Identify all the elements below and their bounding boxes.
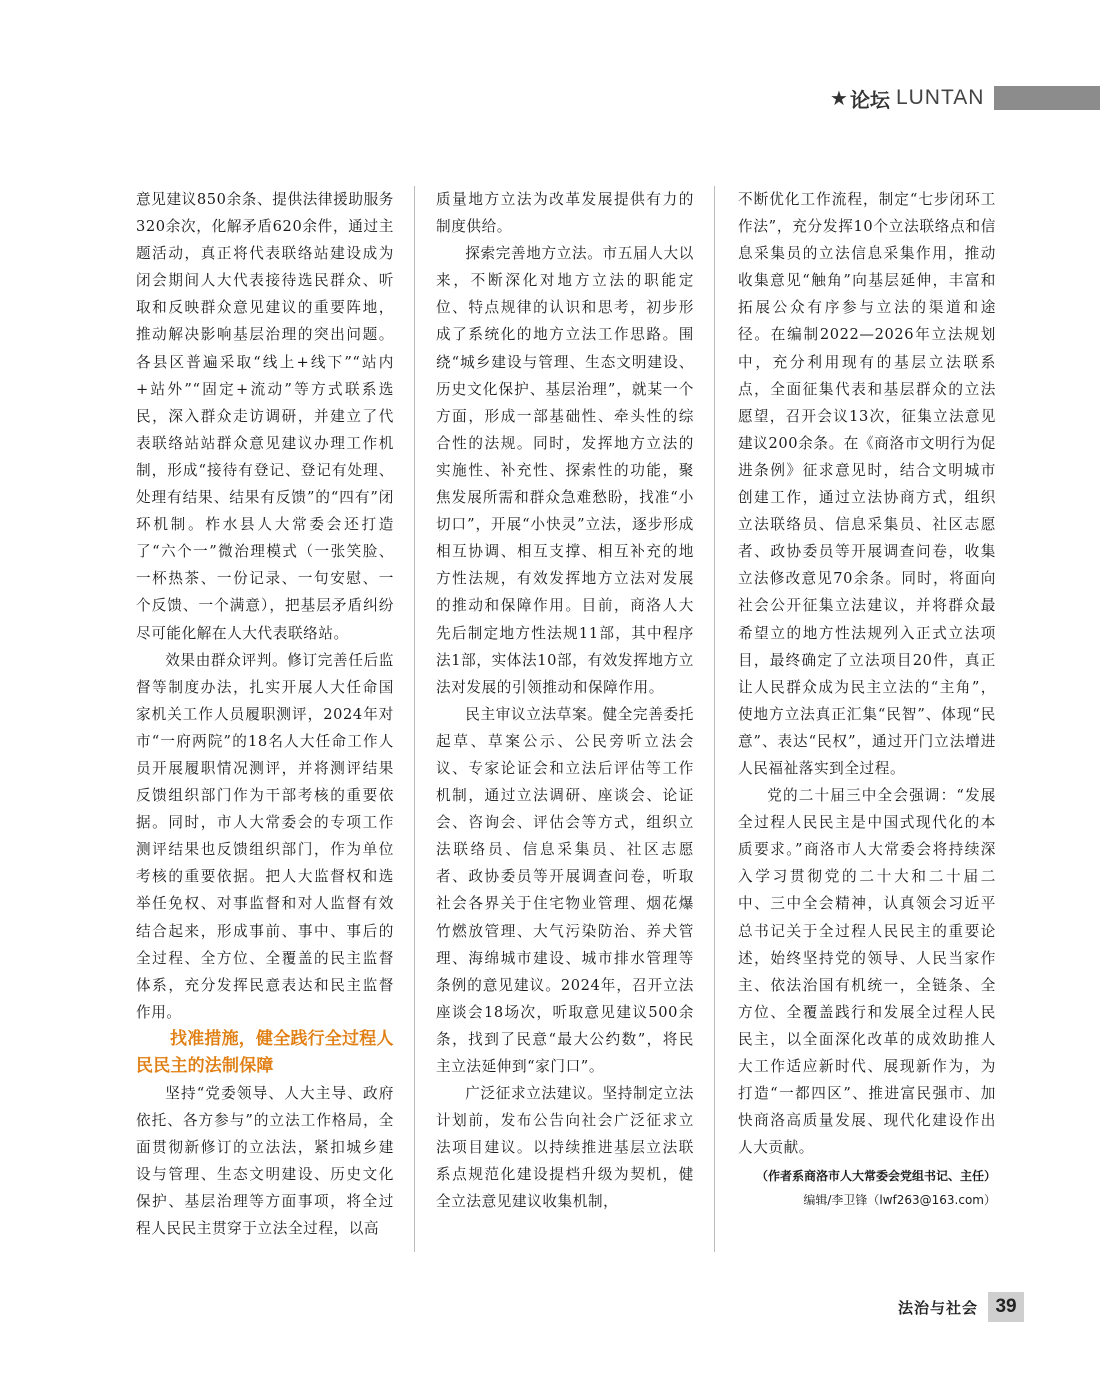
star-icon: ★ xyxy=(830,86,848,110)
page-footer xyxy=(898,1292,1024,1322)
paragraph: 意见建议850余条、提供法律援助服务320余次，化解矛盾620余件，通过主题活动，真正将代表联络站建设成为闭会期间人大代表接待选民群众、听取和反映群众意见建议的重要阵地，推动解决影响基层治理的突出问题。各县区普遍采取“线上+线下”“站内+站外”“固定+流动”等方式联系选民，深入群众走访调研，并建立了代表联络站站群众意见建议办理工作机制，形成“接待有登记、登记有处理、处理有结果、结果有反馈”的“四有”闭环机制。柞水县人大常委会还打造了“六个一”微治理模式（一张笑脸、一杯热茶、一份记录、一句安慰、一个反馈、一个满意），把基层矛盾纠纷尽可能化解在人大代表联络站。 xyxy=(136,191,394,642)
column-1 xyxy=(136,186,394,1242)
column-divider xyxy=(714,186,715,1252)
section-title-zh: 论坛 xyxy=(849,87,890,112)
paragraph: 质量地方立法为改革发展提供有力的制度供给。 xyxy=(436,191,694,236)
section-heading: 找准措施，健全践行全过程人民民主的法制保障 xyxy=(136,1028,394,1076)
editor-note: 编辑/李卫锋（lwf263@163.com） xyxy=(803,1193,996,1208)
paragraph: 党的二十届三中全会强调：“发展全过程人民民主是中国式现代化的本质要求。”商洛市人大常委会将持续深入学习贯彻党的二十大和二十届二中、三中全会精神，认真领会习近平总书记关于全过程人民民主的重要论述，始终坚持党的领导、人民当家作主、依法治国有机统一，全链条、全方位、全覆盖践行和发展全过程人民民主，以全面深化改革的成效助推人大工作适应新时代、展现新作为，为打造“一都四区”、推进富民强市、加快商洛高质量发展、现代化建设作出人大贡献。 xyxy=(738,787,996,1157)
section-title-en: LUNTAN xyxy=(895,86,985,109)
column-2 xyxy=(436,186,694,1216)
paragraph: 坚持“党委领导、人大主导、政府依托、各方参与”的立法工作格局，全面贯彻新修订的立法法，紧扣城乡建设与管理、生态文明建设、历史文化保护、基层治理等方面事项，将全过程人民民主贯穿于立法全过程，以高 xyxy=(136,1084,394,1238)
paragraph: 探索完善地方立法。市五届人大以来，不断深化对地方立法的职能定位、特点规律的认识和思考，初步形成了系统化的地方立法工作思路。围绕“城乡建设与管理、生态文明建设、历史文化保护、基层治理”，就某一个方面，形成一部基础性、牵头性的综合性的法规。同时，发挥地方立法的实施性、补充性、探索性的功能，聚焦发展所需和群众急难愁盼，找准“小切口”，开展“小快灵”立法，逐步形成相互协调、相互支撑、相互补充的地方性法规，有效发挥地方立法对发展的推动和保障作用。目前，商洛人大先后制定地方性法规11部，其中程序法1部，实体法10部，有效发挥地方立法对发展的引领推动和保障作用。 xyxy=(436,245,694,696)
magazine-name: 法治与社会 xyxy=(898,1298,979,1317)
paragraph: 广泛征求立法建议。坚持制定立法计划前，发布公告向社会广泛征求立法项目建议。以持续推进基层立法联系点规范化建设提档升级为契机，健全立法意见建议收集机制， xyxy=(436,1085,694,1211)
section-header xyxy=(830,84,984,112)
paragraph: 民主审议立法草案。健全完善委托起草、草案公示、公民旁听立法会议、专家论证会和立法后评估等工作机制，通过立法调研、座谈会、论证会、咨询会、评估会等方式，组织立法联络员、信息采集员、社区志愿者、政协委员等开展调查问卷，听取社会各界关于住宅物业管理、烟花爆竹燃放管理、大气污染防治、养犬管理、海绵城市建设、城市排水管理等条例的意见建议。2024年，召开立法座谈会18场次，听取意见建议500余条，找到了民意“最大公约数”，将民主立法延伸到“家门口”。 xyxy=(436,705,694,1075)
paragraph: 效果由群众评判。修订完善任后监督等制度办法，扎实开展人大任命国家机关工作人员履职测评，2024年对市“一府两院”的18名人大任命工作人员开展履职情况测评，并将测评结果反馈组织部门作为干部考核的重要依据。同时，市人大常委会的专项工作测评结果也反馈组织部门，作为单位考核的重要依据。把人大监督权和选举任免权、对事监督和对人监督有效结合起来，形成事前、事中、事后的全过程、全方位、全覆盖的民主监督体系，充分发挥民意表达和民主监督作用。 xyxy=(136,651,394,1021)
author-note: （作者系商洛市人大常委会党组书记、主任） xyxy=(755,1169,996,1184)
header-bar xyxy=(994,86,1100,110)
page-number: 39 xyxy=(988,1292,1024,1322)
paragraph: 不断优化工作流程，制定“七步闭环工作法”，充分发挥10个立法联络点和信息采集员的立法信息采集作用，推动收集意见“触角”向基层延伸，丰富和拓展公众有序参与立法的渠道和途径。在编制2022—2026年立法规划中，充分利用现有的基层立法联系点，全面征集代表和基层群众的立法愿望，召开会议13次，征集立法意见建议200余条。在《商洛市文明行为促进条例》征求意见时，结合文明城市创建工作，通过立法协商方式，组织立法联络员、信息采集员、社区志愿者、政协委员等开展调查问卷，收集立法修改意见70余条。同时，将面向社会公开征集立法建议，并将群众最希望立的地方性法规列入正式立法项目，最终确定了立法项目20件，真正让人民群众成为民主立法的“主角”，使地方立法真正汇集“民智”、体现“民意”、表达“民权”，通过开门立法增进人民福祉落实到全过程。 xyxy=(738,191,996,777)
column-3 xyxy=(738,186,996,1211)
column-divider xyxy=(414,186,415,1252)
